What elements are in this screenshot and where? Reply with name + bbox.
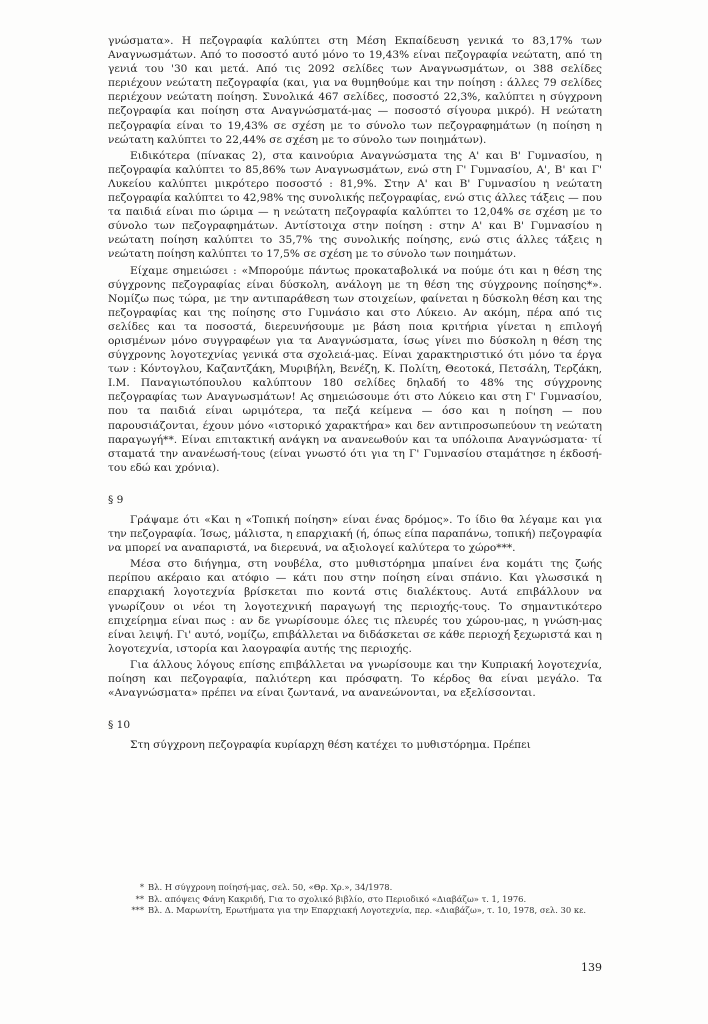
main-text <box>108 34 602 754</box>
section-9-paragraph-3: Για άλλους λόγους επίσης επιβάλλεται να γνωρίσουμε και την Κυπριακή λογοτεχνία, ποίηση και πεζογραφία, παλιότερη και πρόσφατη. Το κέρδος θα είναι μεγάλο. Τα «Αναγνώσματα» πρέπει να είναι ζωντανά, να ανανεώνονται, να εξελίσσονται. <box>108 658 602 700</box>
footnote-marker: ** <box>135 893 144 904</box>
paragraph-1: γνώσματα». Η πεζογραφία καλύπτει στη Μέση Εκπαίδευση γενικά το 83,17% των Αναγνωσμάτων. Από το ποσοστό αυτό μόνο το 19,43% είναι πεζογραφία νεώτατη, από τη γενιά του '30 και μετά. Από τις 2092 σελίδες των Αναγνωσμάτων, οι 388 σελίδες περιέχουν νεώτατη πεζογραφία (και, για να θυμηθούμε και την ποίηση : άλλες 79 σελίδες περιέχουν νεώτατη ποίηση. Συνολικά 467 σελίδες, ποσοστό 22,3%, καλύπτει η σύγχρονη πεζογραφία και ποίηση στα Αναγνώσματά-μας — ποσοστό σίγουρα μικρό). Η νεώτατη πεζογραφία είναι το 19,43% σε σχέση με το σύνολο των πεζογραφημάτων (η ποίηση η νεώτατη καλύπτει το 22,44% σε σχέση με το σύνολο των ποιημάτων). <box>108 35 602 146</box>
section-10-paragraph-1: Στη σύγχρονη πεζογραφία κυρίαρχη θέση κατέχει το μυθιστόρημα. Πρέπει <box>130 739 531 752</box>
section-9-paragraph-1: Γράψαμε ότι «Και η «Τοπική ποίηση» είναι ένας δρόμος». Το ίδιο θα λέγαμε και για την πεζογραφία. Ίσως, μάλιστα, η επαρχιακή (ή, όπως είπα παραπάνω, τοπική) πεζογραφία να μπορεί να αναπαριστά, να διερευνά, να αξιολογεί καλύτερα το χώρο***. <box>108 514 602 555</box>
footnote-marker: *** <box>131 905 144 915</box>
section-10-heading: § 10 <box>108 719 131 732</box>
footnote <box>118 894 604 906</box>
footnote-text: Βλ. Η σύγχρονη ποίησή-μας, σελ. 50, «Θρ. Χρ.», 34/1978. <box>148 882 393 892</box>
footnote-text: Βλ. Δ. Μαρωνίτη, Ερωτήματα για την Επαρχιακή Λογοτεχνία, περ. «Διαβάζω», τ. 10, 1978, σελ. 30 κε. <box>148 905 587 915</box>
section-9-heading: § 9 <box>108 493 124 506</box>
section-9-paragraph-2: Μέσα στο διήγημα, στη νουβέλα, στο μυθιστόρημα μπαίνει ένα κομάτι της ζωής περίπου ακέραιο και ατόφιο — κάτι που στην ποίηση είναι σπάνιο. Και γλωσσικά η επαρχιακή λογοτεχνία βρίσκεται πιο κοντά στις διαλέκτους. Αυτά επιβάλλουν να γνωρίζουν οι νέοι τη λογοτεχνική παραγωγή της περιοχής-τους. Το σημαντικότερο επιχείρημα είναι πως : αν δε γνωρίσουμε όλες τις πλευρές του χώρου-μας, η γνώση-μας είναι λειψή. Γι' αυτό, νομίζω, επιβάλλεται να διδάσκεται σε κάθε περιοχή ξεχωριστά και η λογοτεχνία, ιστορία και λαογραφία αυτής της περιοχής. <box>108 558 602 655</box>
footnote-marker: * <box>139 882 144 892</box>
paragraph-3: Είχαμε σημειώσει : «Μπορούμε πάντως προκαταβολικά να πούμε ότι και η θέση της σύγχρονης πεζογραφίας είναι δύσκολη, ανάλογη με τη θέση της σύγχρονης ποίησης*». Νομίζω πως τώρα, με την αντιπαράθεση των στοιχείων, φαίνεται η δύσκολη θέση και της πεζογραφίας και της ποίησης στο Γυμνάσιο και στο Λύκειο. Αν ακόμη, πέρα από τις σελίδες και τα ποσοστά, διερευνήσουμε με βάση ποια κριτήρια γίνεται η επιλογή ορισμένων μόνο συγγραφέων για τα Αναγνώσματα, ίσως γίνει πιο δύσκολη η θέση της σύγχρονης λογοτεχνίας γενικά στα σχολειά-μας. Είναι χαρακτηριστικό ότι μόνο τα έργα των : Κόντογλου, Καζαντζάκη, Μυριβήλη, Βενέζη, Κ. Πολίτη, Θεοτοκά, Πετσάλη, Τερζάκη, Ι.Μ. Παναγιωτόπουλου καλύπτουν 180 σελίδες δηλαδή το 48% της σύγχρονης πεζογραφίας των Αναγνωσμάτων! Ας σημειώσουμε ότι στο Λύκειο και στη Γ' Γυμνασίου, που τα παιδιά είναι ωριμότερα, τα πεζά κείμενα — όσο και η ποίηση — που παρουσιάζονται, έχουν μόνο «ιστορικό χαρακτήρα» και δεν αντιπροσωπεύουν τη νεώτατη παραγωγή**. Είναι επιτακτική ανάγκη να ανανεωθούν και τα υπόλοιπα Αναγνώσματα· τί σταματά την ανανέωσή-τους (είναι γνωστό ότι για τη Γ' Γυμνασίου σταμάτησε η έκδοσή-του εδώ και χρόνια). <box>108 264 602 474</box>
footnote-text: Βλ. απόψεις Φάνη Κακριδή, Για το σχολικό βιβλίο, στο Περιοδικό «Διαβάζω» τ. 1, 1976. <box>148 893 527 904</box>
paragraph-2: Ειδικότερα (πίνακας 2), στα καινούρια Αναγνώσματα της Α' και Β' Γυμνασίου, η πεζογραφία καλύπτει το 85,86% των Αναγνωσμάτων, ενώ στη Γ' Γυμνασίου, Α', Β' και Γ' Λυκείου καλύπτει μικρότερο ποσοστό : 81,9%. Στην Α' και Β' Γυμνασίου η νεώτατη πεζογραφία καλύπτει το 42,98% της συνολικής πεζογραφίας, ενώ στις άλλες τάξεις — που τα παιδιά είναι πιο ώριμα — η νεώτατη πεζογραφία καλύπτει το 12,04% σε σχέση με το σύνολο των πεζογραφημάτων. Αντίστοιχα στην ποίηση : στην Α' και Β' Γυμνασίου η νεώτατη ποίηση καλύπτει το 35,7% της συνολικής ποίησης, ενώ στις άλλες τάξεις η νεώτατη ποίηση καλύπτει το 17,5% σε σχέση με το σύνολο των ποιημάτων. <box>108 149 602 261</box>
footnotes <box>118 882 604 917</box>
footnote <box>118 882 604 894</box>
page-number: 139 <box>581 961 602 974</box>
footnote <box>118 905 604 917</box>
